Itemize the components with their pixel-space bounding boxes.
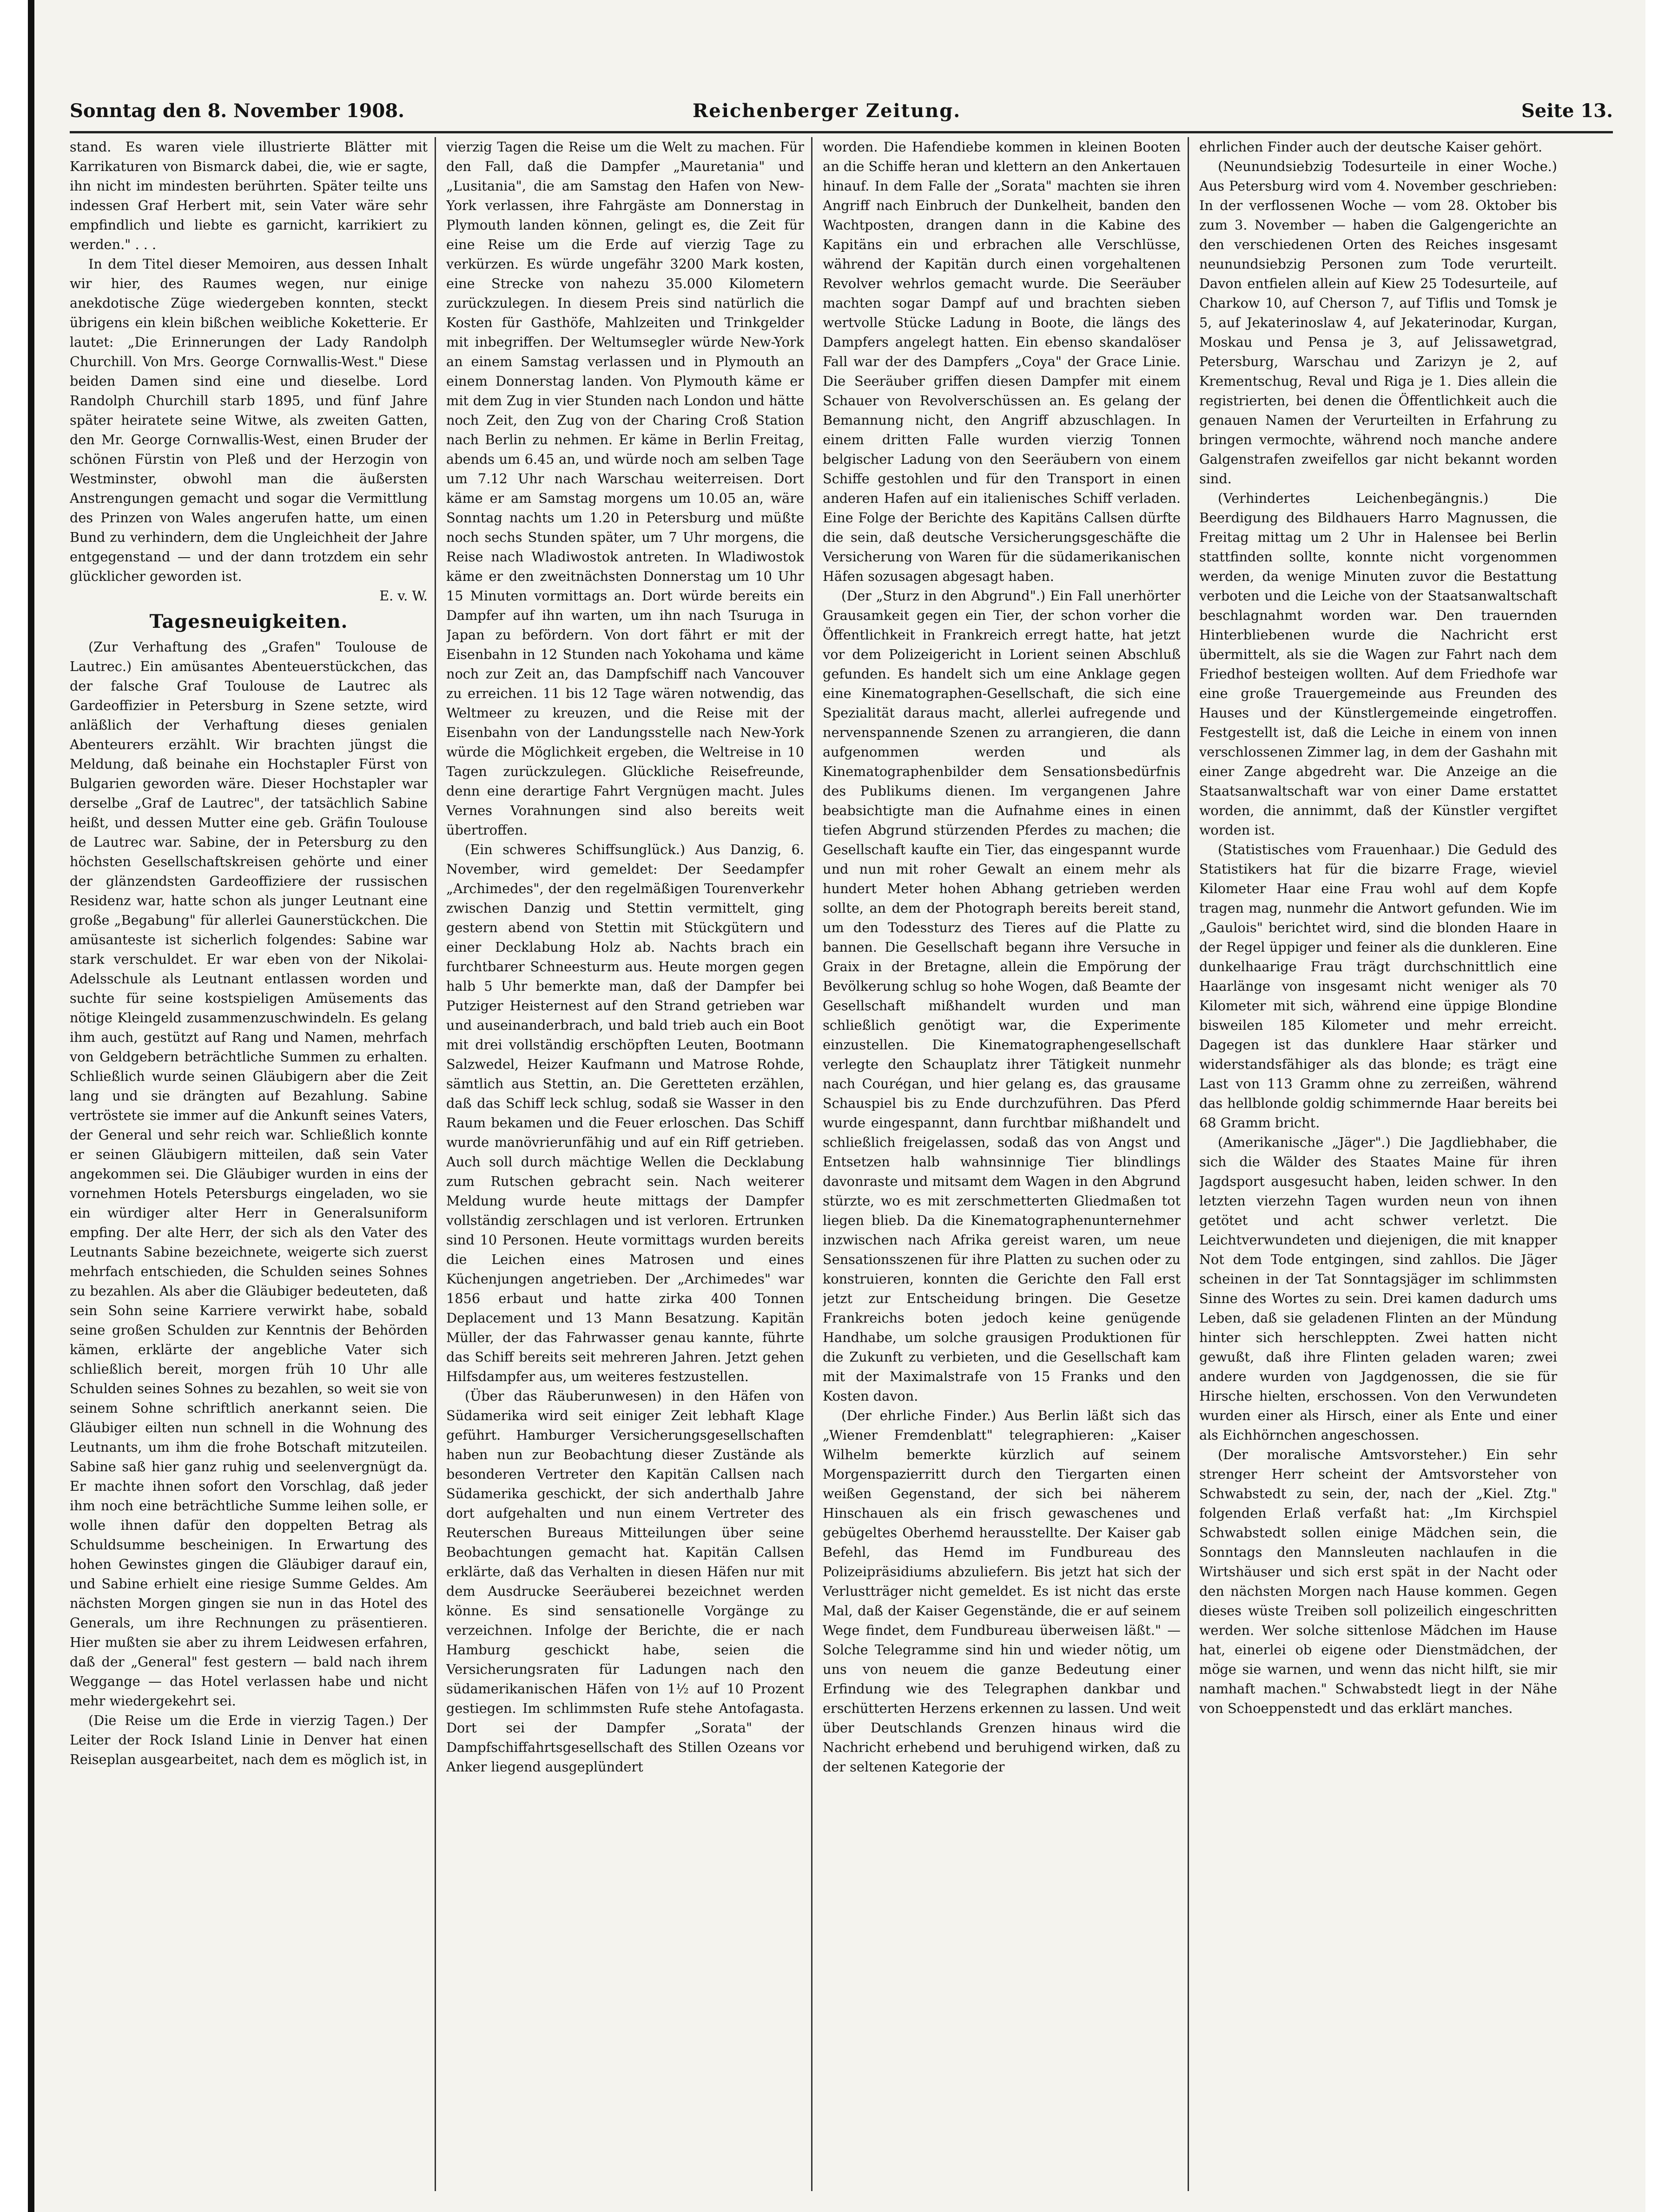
article-paragraph: (Der „Sturz in den Abgrund".) Ein Fall unerhörter Grausamkeit gegen ein Tier, der schon vorher die Öffentlichkeit in Frankreich erregt hatte, hat jetzt vor dem Polizeigericht in Lorient seinen Abschluß gefunden. Es handelt sich um eine Anklage gegen eine Kinematographen-Gesellschaft, die sich eine Spezialität daraus macht, allerlei aufregende und nervenspannende Szenen zu arrangieren, die dann aufgenommen werden und als Kinematographenbilder dem Sensationsbedürfnis des Publikums dienen. Im vergangenen Jahre beabsichtigte man die Aufnahme eines in einen tiefen Abgrund stürzenden Pferdes zu machen; die Gesellschaft kaufte ein Tier, das eingespannt wurde und nun mit roher Gewalt an einem mehr als hundert Meter hohen Abhang getrieben werden sollte, an dem der Photograph bereits bereit stand, um den Todessturz des Tieres auf die Platte zu bannen. Die Gesellschaft begann ihre Versuche in Graix in der Bretagne, allein die Empörung der Bevölkerung schlug so hohe Wogen, daß Beamte der Gesellschaft mißhandelt wurden und man schließlich genötigt war, die Experimente einzustellen. Die Kinematographengesellschaft verlegte den Schauplatz ihrer Tätigkeit nunmehr nach Courégan, und hier gelang es, das grausame Schauspiel bis zu Ende durchzuführen. Das Pferd wurde eingespannt, dann furchtbar mißhandelt und schließlich freigelassen, sodaß das von Angst und Entsetzen halb wahnsinnige Tier blindlings davonraste und mitsamt dem Wagen in den Abgrund stürzte, wo es mit zerschmetterten Gliedmaßen tot liegen blieb. Da die Kinematographenunternehmer inzwischen nach Afrika gereist waren, um neue Sensationsszenen für ihre Platten zu suchen oder zu konstruieren, konnten die Gerichte den Fall erst jetzt zur Entscheidung bringen. Die Gesetze Frankreichs boten jedoch keine genügende Handhabe, um solche grausigen Produktionen für die Zukunft zu verbieten, und die Gesellschaft kam mit der Maximalstrafe von 15 Franks und den Kosten davon. — [823, 588, 1181, 1404]
article-paragraph: (Zur Verhaftung des „Grafen" Toulouse de Lautrec.) Ein amüsantes Abenteuerstückchen, das der falsche Graf Toulouse de Lautrec als Gardeoffizier in Petersburg in Szene setzte, wird anläßlich der Verhaftung dieses genialen Abenteurers erzählt. Wir brachten jüngst die Meldung, daß beinahe ein Hochstapler Fürst von Bulgarien geworden wäre. Dieser Hochstapler war derselbe „Graf de Lautrec", der tatsächlich Sabine heißt, und dessen Mutter eine geb. Gräfin Toulouse de Lautrec war. Sabine, der in Petersburg zu den höchsten Gesellschaftskreisen gehörte und einer der glänzendsten Gardeoffiziere der russischen Residenz war, hatte schon als junger Leutnant eine große „Begabung" für allerlei Gaunerstückchen. Die amüsanteste ist sicherlich folgendes: Sabine war stark verschuldet. Er war eben von der Nikolai-Adelsschule als Leutnant entlassen worden und suchte für seine kostspieligen Amüsements das nötige Kleingeld zusammenzuschwindeln. Es gelang ihm auch, gestützt auf Rang und Namen, mehrfach von Geldgebern beträchtliche Summen zu erhalten. Schließlich wurde seinen Gläubigern aber die Zeit lang und sie drängten auf Bezahlung. Sabine vertröstete sie immer auf die Ankunft seines Vaters, der General und sehr reich war. Schließlich konnte er seinen Gläubigern mitteilen, daß sein Vater angekommen sei. Die Gläubiger wurden in eins der vornehmen Hotels Petersburgs eingeladen, wo sie ein würdiger alter Herr in Generalsuniform empfing. Der alte Herr, der sich als den Vater des Leutnants Sabine bezeichnete, weigerte sich zuerst mehrfach entschieden, die Schulden seines Sohnes zu bezahlen. Als aber die Gläubiger bedeuteten, daß sein Sohn seine Karriere verwirkt habe, sobald seine großen Schulden zur Kenntnis der Behörden kämen, erklärte der angebliche Vater sich schließlich bereit, morgen früh 10 Uhr alle Schulden seines Sohnes zu bezahlen, so weit sie von seinem Sohne schriftlich anerkannt seien. Die Gläubiger eilten nun schnell in die Wohnung des Leutnants, um ihm die frohe Botschaft mitzuteilen. Sabine saß hier ganz ruhig und seelenvergnügt da. Er machte ihnen sofort den Vorschlag, daß jeder ihm noch eine beträchtliche Summe leihen solle, er wolle ihnen dafür den doppelten Betrag als Schuldsumme bescheinigen. In Erwartung des hohen Gewinstes gingen die Gläubiger darauf ein, und Sabine erhielt eine riesige Summe Geldes. Am nächsten Morgen gingen sie nun in das Hotel des Generals, um ihre Rechnungen zu präsentieren. Hier mußten sie aber zu ihrem Leidwesen erfahren, daß der „General" fest gestern — bald nach ihrem Weggange — das Hotel verlassen habe und nicht mehr wiedergekehrt sei. — [70, 639, 428, 1709]
masthead-title: Reichenberger Zeitung. — [693, 100, 961, 122]
issue-date: Sonntag den 8. November 1908. — [70, 100, 405, 122]
article-paragraph: worden. Die Hafendiebe kommen in kleinen Booten an die Schiffe heran und klettern an den Ankertauen hinauf. In dem Falle der „Sorata" machten sie ihren Angriff nach Einbruch der Dunkelheit, banden den Wachtposten, drangen dann in die Kabine des Kapitäns ein und erbrachen alle Verschlüsse, während der Kapitän durch einen vorgehaltenen Revolver wehrlos gemacht wurde. Die Seeräuber machten sogar Dampf auf und brachten sieben wertvolle Stücke Ladung in Boote, die längs des Dampfers angelegt hatten. Ein ebenso skandalöser Fall war der des Dampfers „Coya" der Grace Linie. Die Seeräuber griffen diesen Dampfer mit einem Schauer von Revolverschüssen an. Es gelang der Bemannung nicht, den Angriff abzuschlagen. In einem dritten Falle wurden vierzig Tonnen belgischer Ladung von den Seeräubern von einem Schiffe gestohlen und für den Transport in einen anderen Hafen auf ein italienisches Schiff verladen. Eine Folge der Berichte des Kapitäns Callsen dürfte die sein, daß deutsche Versicherungsgeschäfte die Versicherung von Waren für die südamerikanischen Häfen sozusagen abgesagt haben. — [823, 139, 1181, 584]
article-paragraph: stand. Es waren viele illustrierte Blätter mit Karrikaturen von Bismarck dabei, die, wie er sagte, ihn nicht im mindesten berührten. Später teilte uns indessen Graf Herbert mit, sein Vater wäre sehr empfindlich und liebte es garnicht, karrikiert zu werden." . . . — [70, 139, 428, 252]
column-2 — [446, 137, 804, 2191]
column-divider — [435, 137, 436, 2191]
article-paragraph: (Statistisches vom Frauenhaar.) Die Geduld des Statistikers hat für die bizarre Frage, wieviel Kilometer Haar eine Frau wohl auf dem Kopfe tragen mag, nunmehr die Antwort gefunden. Wie im „Gaulois" berichtet wird, sind die blonden Haare in der Regel üppiger und feiner als die dunkleren. Eine dunkelhaarige Frau trägt durchschnittlich eine Haarlänge von insgesamt nicht weniger als 70 Kilometer mit sich, während eine üppige Blondine bisweilen 185 Kilometer und mehr erreicht. Dagegen ist das dunklere Haar stärker und widerstandsfähiger als das blonde; es trägt eine Last von 113 Gramm ohne zu zerreißen, während das hellblonde goldig schimmernde Haar bereits bei 68 Gramm bricht. — [1199, 842, 1557, 1131]
article-paragraph: (Der moralische Amtsvorsteher.) Ein sehr strenger Herr scheint der Amtsvorsteher von Schwabstedt zu sein, der, nach der „Kiel. Ztg." folgenden Erlaß verfaßt hat: „Im Kirchspiel Schwabstedt sollen einige Mädchen sein, die Sonntags den Mannsleuten nachlaufen in die Wirtshäuser und sich erst spät in der Nacht oder den nächsten Morgen nach Hause kommen. Gegen dieses wüste Treiben soll polizeilich eingeschritten werden. Wer solche sittenlose Mädchen im Hause hat, einerlei ob eigene oder Dienstmädchen, der möge sie warnen, und wenn das nicht hilft, sie mir namhaft machen." Schwabstedt liegt in der Nähe von Schoeppenstedt und das erklärt manches. — [1199, 1447, 1557, 1716]
article-paragraph: (Verhindertes Leichenbegängnis.) Die Beerdigung des Bildhauers Harro Magnussen, die Freitag mittag um 2 Uhr in Halensee bei Berlin stattfinden sollte, konnte nicht vorgenommen werden, da wenige Minuten zuvor die Bestattung verboten und die Leiche von der Staatsanwaltschaft beschlagnahmt worden war. Den trauernden Hinterbliebenen wurde die Nachricht erst übermittelt, als sie die Wagen zur Fahrt nach dem Friedhof besteigen wollten. Auf dem Friedhofe war eine große Trauergemeinde aus Freunden des Hauses und der Künstlergemeinde eingetroffen. Festgestellt ist, daß die Leiche in einem von innen verschlossenen Zimmer lag, in dem der Gashahn mit einer Zange abgedreht war. Die Anzeige an die Staatsanwaltschaft war von einer Dame erstattet worden, die annimmt, daß der Künstler vergiftet worden ist. — [1199, 490, 1557, 838]
article-paragraph: (Der ehrliche Finder.) Aus Berlin läßt sich das „Wiener Fremdenblatt" telegraphieren: „Kaiser Wilhelm bemerkte kürzlich auf seinem Morgenspazierritt durch den Tiergarten einen weißen Gegenstand, der sich bei näherem Hinschauen als ein frisch gewaschenes und gebügeltes Oberhemd herausstellte. Der Kaiser gab Befehl, das Hemd im Fundbureau des Polizeipräsidiums abzuliefern. Bis jetzt hat sich der Verlustträger nicht gemeldet. Es ist nicht das erste Mal, daß der Kaiser Gegenstände, die er auf seinem Wege findet, dem Fundbureau überweisen läßt." — Solche Telegramme sind hin und wieder nötig, um uns von neuem die ganze Bedeutung einer Erfindung wie des Telegraphen dankbar und erschütterten Herzens erkennen zu lassen. Und weit über Deutschlands Grenzen hinaus wird die Nachricht erhebend und beruhigend wirken, daß zu der seltenen Kategorie der — [823, 1408, 1181, 1775]
page-header — [70, 100, 1613, 132]
article-paragraph: vierzig Tagen die Reise um die Welt zu machen. Für den Fall, daß die Dampfer „Mauretania" und „Lusitania", die am Samstag den Hafen von New-York verlassen, ihre Fahrgäste am Donnerstag in Plymouth landen können, gelingt es, die Zeit für eine Reise um die Erde auf vierzig Tage zu verkürzen. Es würde ungefähr 3200 Mark kosten, eine Strecke von nahezu 35.000 Kilometern zurückzulegen. In diesem Preis sind natürlich die Kosten für Gasthöfe, Mahlzeiten und Trinkgelder mit inbegriffen. Der Weltumsegler würde New-York an einem Samstag verlassen und in Plymouth an einem Donnerstag landen. Von Plymouth käme er mit dem Zug in vier Stunden nach London und hätte noch Zeit, den Zug von der Charing Croß Station nach Berlin zu nehmen. Er käme in Berlin Freitag, abends um 6.45 an, und würde noch am selben Tage um 7.12 Uhr nach Warschau weiterreisen. Dort käme er am Samstag morgens um 10.05 an, wäre Sonntag nachts um 1.20 in Petersburg und müßte noch sechs Stunden später, um 7 Uhr morgens, die Reise nach Wladiwostok antreten. In Wladiwostok käme er den zweitnächsten Donnerstag um 10 Uhr 15 Minuten vormittags an. Dort würde bereits ein Dampfer auf ihn warten, um ihn nach Tsuruga in Japan zu befördern. Von dort fährt er mit der Eisenbahn in 12 Stunden nach Yokohama und käme noch zur Zeit an, das Dampfschiff nach Vancouver zu erreichen. 11 bis 12 Tage wären notwendig, das Weltmeer zu kreuzen, und die Reise mit der Eisenbahn von der Landungsstelle nach New-York würde die Möglichkeit ergeben, die Weltreise in 10 Tagen zurückzulegen. Glückliche Reisefreunde, denn eine derartige Fahrt Vergnügen macht. Jules Vernes Vorahnungen sind also bereits weit übertroffen. — [446, 139, 804, 838]
column-4 — [1199, 137, 1557, 2191]
article-paragraph: (Die Reise um die Erde in vierzig Tagen.) Der Leiter der Rock Island Linie in Denver hat einen Reiseplan ausgearbeitet, nach dem es möglich ist, in — [70, 1712, 428, 1767]
article-paragraph: (Neunundsiebzig Todesurteile in einer Woche.) Aus Petersburg wird vom 4. November geschrieben: In der verflossenen Woche — vom 28. Oktober bis zum 3. November — haben die Galgengerichte an den verschiedenen Orten des Reiches insgesamt neunundsiebzig Personen zum Tode verurteilt. Davon entfielen allein auf Kiew 25 Todesurteile, auf Charkow 10, auf Cherson 7, auf Tiflis und Tomsk je 5, auf Jekaterinoslaw 4, auf Jekaterinodar, Kurgan, Moskau und Pensa je 3, auf Jelissawetgrad, Petersburg, Warschau und Zarizyn je 2, auf Krementschug, Reval und Riga je 1. Dies allein die registrierten, bei denen die Öffentlichkeit auch die genauen Namen der Verurteilten in Erfahrung zu bringen vermochte, während noch manche andere Galgenstrafen zweifellos gar nicht bekannt worden sind. — [1199, 158, 1557, 487]
column-1 — [70, 137, 428, 2191]
column-divider — [811, 137, 812, 2191]
article-paragraph: In dem Titel dieser Memoiren, aus dessen Inhalt wir hier, des Raumes wegen, nur einige anekdotische Züge wiedergeben konnten, steckt übrigens ein klein bißchen weibliche Koketterie. Er lautet: „Die Erinnerungen der Lady Randolph Churchill. Von Mrs. George Cornwallis-West." Diese beiden Damen sind eine und dieselbe. Lord Randolph Churchill starb 1895, und fünf Jahre später heiratete seine Witwe, als zweiten Gatten, den Mr. George Cornwallis-West, einen Bruder der schönen Fürstin von Pleß und der Herzogin von Westminster, obwohl man die äußersten Anstrengungen gemacht und sogar die Vermittlung des Prinzen von Wales angerufen hatte, um einen Bund zu verhindern, dem die Ungleichheit der Jahre entgegenstand — und der dann trotzdem ein sehr glücklicher geworden ist. — [70, 256, 428, 584]
author-signature: E. v. W. — [379, 588, 428, 604]
page-number: Seite 13. — [1521, 100, 1613, 122]
article-paragraph: (Über das Räuberunwesen) in den Häfen von Südamerika wird seit einiger Zeit lebhaft Klage geführt. Hamburger Versicherungsgesellschaften haben nun zur Beobachtung dieser Zustände als besonderen Vertreter den Kapitän Callsen nach Südamerika geschickt, der sich anderthalb Jahre dort aufgehalten und nun einem Vertreter des Reuterschen Bureaus Mitteilungen über seine Beobachtungen gemacht hat. Kapitän Callsen erklärte, daß das Verhalten in diesen Häfen nur mit dem Ausdrucke Seeräuberei bezeichnet werden könne. Es sind sensationelle Vorgänge zu verzeichnen. Infolge der Berichte, die er nach Hamburg geschickt habe, seien die Versicherungsraten für Ladungen nach den südamerikanischen Häfen von 1½ auf 10 Prozent gestiegen. Im schlimmsten Rufe stehe Antofagasta. Dort sei der Dampfer „Sorata" der Dampfschiffahrtsgesellschaft des Stillen Ozeans vor Anker liegend ausgeplündert — [446, 1388, 804, 1775]
section-heading: Tagesneuigkeiten. — [149, 611, 348, 632]
column-divider — [1188, 137, 1189, 2191]
scan-edge — [28, 0, 34, 2212]
header-rule — [70, 131, 1613, 133]
article-paragraph: (Ein schweres Schiffsunglück.) Aus Danzig, 6. November, wird gemeldet: Der Seedampfer „Archimedes", der den regelmäßigen Tourenverkehr zwischen Danzig und Stettin vermittelt, ging gestern abend von Stettin mit Stückgütern und einer Decklabung Holz ab. Nachts brach ein furchtbarer Schneesturm aus. Heute morgen gegen halb 5 Uhr bemerkte man, daß der Dampfer bei Putziger Heisternest auf den Strand getrieben war und auseinanderbrach, und bald trieb auch ein Boot mit drei vollständig erschöpften Leuten, Bootmann Salzwedel, Heizer Kaufmann und Matrose Rohde, sämtlich aus Stettin, an. Die Geretteten erzählen, daß das Schiff leck schlug, sodaß sie Wasser in den Raum bekamen und die Feuer erloschen. Das Schiff wurde manövrierunfähig und auf ein Riff getrieben. Auch soll durch mächtige Wellen die Decklabung zum Rutschen gebracht sein. Nach weiterer Meldung wurde heute mittags der Dampfer vollständig zerschlagen und ist verloren. Ertrunken sind 10 Personen. Heute vormittags wurden bereits die Leichen eines Matrosen und eines Küchenjungen angetrieben. Der „Archimedes" war 1856 erbaut und hatte zirka 400 Tonnen Deplacement und 13 Mann Besatzung. Kapitän Müller, der das Fahrwasser genau kannte, führte das Schiff bereits seit mehreren Jahren. Jetzt gehen Hilfsdampfer aus, um weiteres festzustellen. — [446, 842, 804, 1384]
column-3 — [823, 137, 1181, 2191]
newspaper-page — [28, 0, 1645, 2212]
article-paragraph: (Amerikanische „Jäger".) Die Jagdliebhaber, die sich die Wälder des Staates Maine für ihren Jagdsport ausgesucht haben, leiden schwer. In den letzten vierzehn Tagen wurden neun von ihnen getötet und acht schwer verletzt. Die Leichtverwundeten und diejenigen, die mit knapper Not dem Tode entgingen, sind zahllos. Die Jäger scheinen in der Tat Sonntagsjäger im schlimmsten Sinne des Wortes zu sein. Drei kamen dadurch ums Leben, daß sie geladenen Flinten an der Mündung hinter sich herschleppten. Zwei hatten nicht gewußt, daß ihre Flinten geladen waren; zwei andere wurden von Jagdgenossen, die sie für Hirsche hielten, erschossen. Von den Verwundeten wurden einer als Hirsch, einer als Ente und einer als Eichhörnchen angeschossen. — [1199, 1134, 1557, 1443]
article-paragraph: ehrlichen Finder auch der deutsche Kaiser gehört. — [1199, 139, 1543, 155]
